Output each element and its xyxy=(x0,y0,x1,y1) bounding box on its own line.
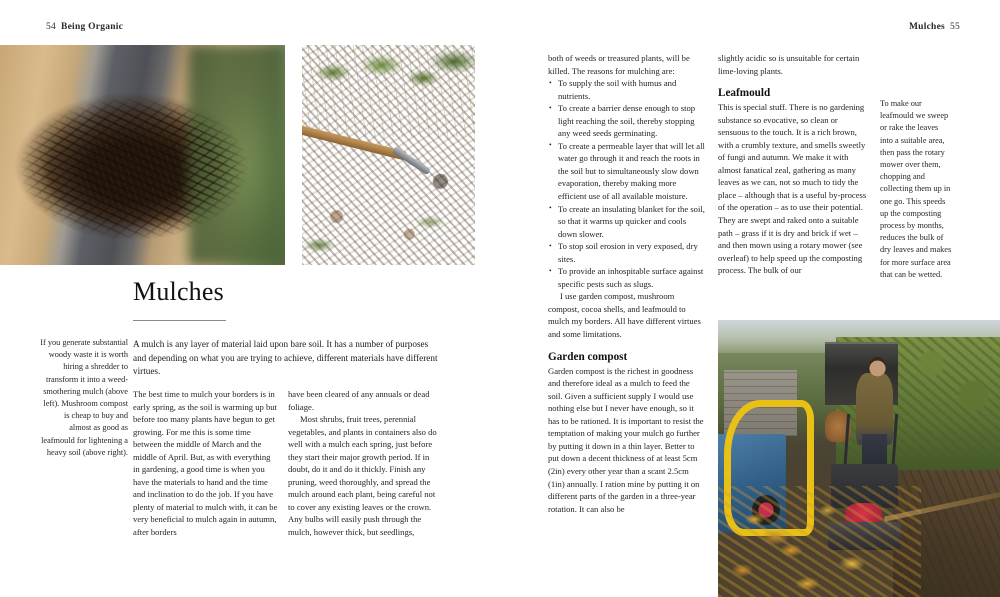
sidenote-right xyxy=(880,98,952,281)
photo-upper-foliage xyxy=(302,45,475,137)
sidenote-right-text: To make our leafmould we sweep or rake the leaves into a suitable area, then pass the rotary mower over them, chopping and collecting them up in one go. This speeds up the composting process by months, reduces the bulk of dry leaves and makes for more surface area that can be wetted. xyxy=(880,99,952,279)
column-right-2 xyxy=(718,52,870,277)
title-divider xyxy=(133,320,226,321)
paragraph: Garden compost is the richest in goodness and therefore ideal as a mulch to feed the soil. Given a sufficient supply I would use nothing else but I never have enough, so it has to be rationed. It is important to resist the temptation of making your mulch go further by putting it down in a thin layer. Better to put down a decent thickness of at least 5cm (2in) every other year than a scant 2.5cm (1in) annually. I ration mine by putting it on different parts of the garden in a three-year rotation. It can also be xyxy=(548,365,704,514)
list-item: • To create an insulating blanket for the soil, so that it warms up quicker and cools down slower. xyxy=(548,203,706,241)
list-item: • To create a barrier dense enough to stop light reaching the soil, thereby stopping any weed seeds germinating. xyxy=(548,102,706,140)
folio-left: 54 xyxy=(46,22,56,32)
mulch-reasons-list xyxy=(548,77,706,290)
running-head-right xyxy=(909,22,960,32)
photo-mowing-leaves xyxy=(718,320,1000,597)
column-left-2 xyxy=(288,388,438,539)
page-title: Mulches xyxy=(133,277,224,306)
photo-lower-foliage xyxy=(302,199,475,265)
photo-autumn-leaves xyxy=(718,486,921,597)
paragraph-after-list: I use garden compost, mushroom compost, cocoa shells, and leafmould to mulch my borders. All have different virtues and some limitations. xyxy=(548,291,701,340)
folio-right: 55 xyxy=(950,22,960,32)
running-head-left-label: Being Organic xyxy=(61,22,124,32)
photo-person-head xyxy=(869,357,886,376)
paragraph: The best time to mulch your borders is in early spring, as the soil is warming up but before too many plants have begun to get growing. For me this is some time between the middle of March and the middle of April. But, as with everything in gardening, a good time is when you have the materials to hand and the time and inclination to do the job. If you have plenty of material to mulch with, it can be very beneficial to mulch again in autumn, after borders xyxy=(133,389,278,538)
paragraph: Most shrubs, fruit trees, perennial vegetables, and plants in containers also do well with a mulch each spring, just before they start their major growth period. If in doubt, do it and do it thickly. Finish any pruning, weed thoroughly, and spread the mulch around each plant, being careful not to cover any existing leaves or the crown. Any bulbs will easily push through the mulch, however thick, but seedlings, xyxy=(288,414,437,538)
sidenote-left-text: If you generate substantial woody waste it is worth hiring a shredder to transform it into a weed-smothering mulch (above left). Mushroom compost is cheap to buy and almost as good as leafmould for lightening a heavy soil (above right). xyxy=(40,338,128,457)
list-item: • To create a permeable layer that will let all water go through it and reach the roots in the soil but to simultaneously slow down evaporation, thereby making more efficient use of all available moisture. xyxy=(548,140,706,203)
paragraph-lead: both of weeds or treasured plants, will be killed. The reasons for mulching are: xyxy=(548,53,690,76)
intro-paragraph xyxy=(133,338,438,379)
running-head-left xyxy=(46,22,123,32)
photo-mulch-handful xyxy=(0,45,285,265)
running-head-right-label: Mulches xyxy=(908,22,945,32)
paragraph: have been cleared of any annuals or dead foliage. xyxy=(288,389,430,412)
photo-hoe-soil xyxy=(302,45,475,265)
paragraph-lead: slightly acidic so is unsuitable for certain lime-loving plants. xyxy=(718,53,860,76)
paragraph: This is special stuff. There is no gardening substance so evocative, so clean or sensuous to the touch. It is a rich brown, with a crumbly texture, and smells sweetly of fungi and autumn. We make it with almost fanatical zeal, gathering as many leaves as we can, not so much to tidy the place – although that is a useful by-process of the operation – as to use their potential. They are swept and raked onto a suitable path – grass if it is dry and brick if wet – and then mown using a rotary mower (see overleaf) to help speed up the composting process. The bulk of our xyxy=(718,102,867,276)
column-right-1 xyxy=(548,52,706,515)
list-item: • To stop soil erosion in very exposed, dry sites. xyxy=(548,240,706,265)
sidenote-left xyxy=(40,337,128,459)
column-left-1 xyxy=(133,388,278,539)
photo-shredded-twigs-texture xyxy=(0,45,285,265)
list-item: • To provide an inhospitable surface against specific pests such as slugs. xyxy=(548,265,706,290)
section-heading-leafmould: Leafmould xyxy=(718,87,771,100)
section-heading-garden-compost: Garden compost xyxy=(548,350,628,363)
intro-text: A mulch is any layer of material laid upon bare soil. It has a number of purposes and depending on what you are trying to achieve, different materials have different virtues. xyxy=(133,339,438,377)
list-item: • To supply the soil with humus and nutrients. xyxy=(548,77,706,102)
